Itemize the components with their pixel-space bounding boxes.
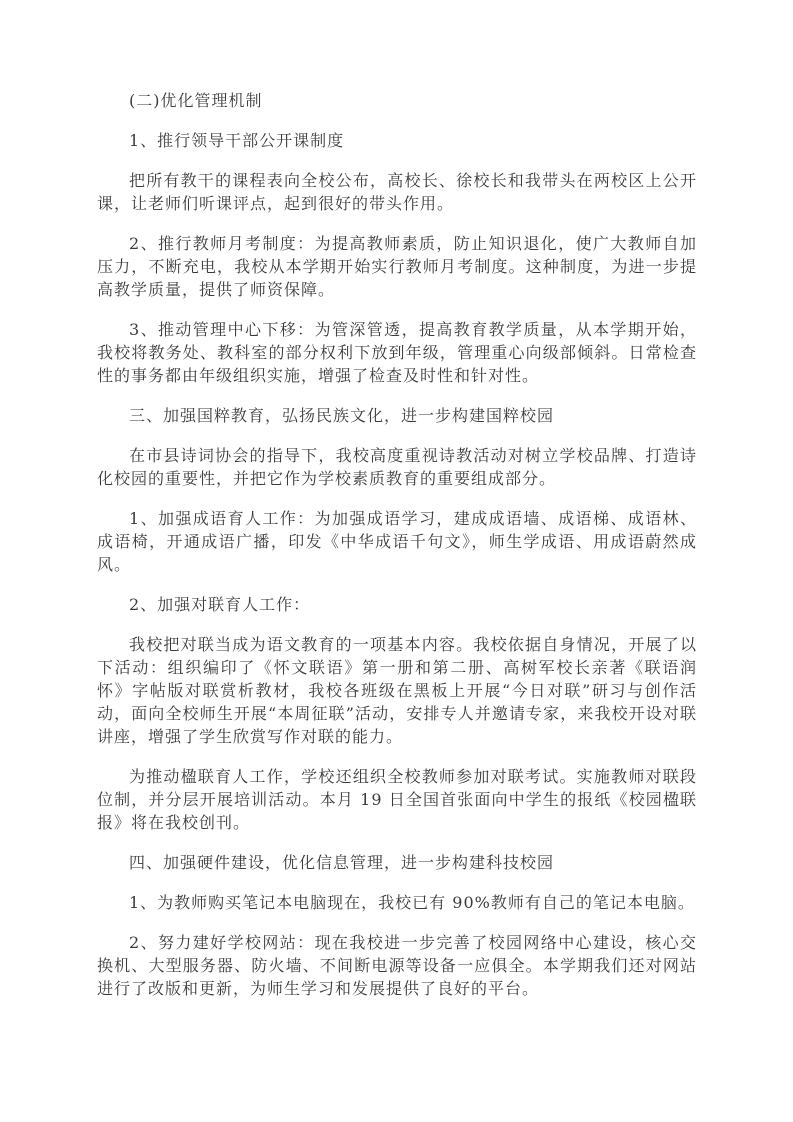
paragraph: 我校把对联当成为语文教育的一项基本内容。我校依据自身情况，开展了以下活动：组织编印了《怀文联语》第一册和第二册、高树军校长亲著《联语润怀》字帖版对联赏析教材，我校各班级在黑板上开展“今日对联”研习与创作活动，面向全校师生开展“本周征联”活动，安排专人并邀请专家，来我校开设对联讲座，增强了学生欣赏写作对联的能力。 [97, 635, 697, 746]
paragraph: 三、加强国粹教育，弘扬民族文化，进一步构建国粹校园 [129, 406, 555, 425]
paragraph: 1、加强成语育人工作：为加强成语学习，建成成语墙、成语梯、成语林、成语椅，开通成语广播，印发《中华成语千句文》，师生学成语、用成语蔚然成风。 [97, 509, 697, 574]
paragraph: 2、努力建好学校网站：现在我校进一步完善了校园网络中心建设，核心交换机、大型服务器、防火墙、不间断电源等设备一应俱全。本学期我们还对网站进行了改版和更新，为师生学习和发展提供了良好的平台。 [97, 933, 697, 998]
document-content [97, 89, 697, 1000]
paragraph: 四、加强硬件建设，优化信息管理，进一步构建科技校园 [129, 853, 555, 872]
paragraph: 在市县诗词协会的指导下，我校高度重视诗教活动对树立学校品牌、打造诗化校园的重要性，并把它作为学校素质教育的重要组成部分。 [97, 446, 697, 488]
paragraph: (二)优化管理机制 [129, 91, 263, 110]
paragraph: 把所有教干的课程表向全校公布，高校长、徐校长和我带头在两校区上公开课，让老师们听课评点，起到很好的带头作用。 [97, 171, 697, 213]
paragraph: 3、推动管理中心下移：为管深管透，提高教育教学质量，从本学期开始，我校将教务处、教科室的部分权利下放到年级，管理重心向级部倾斜。日常检查性的事务都由年级组织实施，增强了检查及时性和针对性。 [97, 320, 697, 385]
paragraph: 2、推行教师月考制度：为提高教师素质，防止知识退化，使广大教师自加压力，不断充电，我校从本学期开始实行教师月考制度。这种制度，为进一步提高教学质量，提供了师资保障。 [97, 234, 697, 299]
paragraph: 1、推行领导干部公开课制度 [129, 131, 345, 150]
paragraph: 为推动楹联育人工作，学校还组织全校教师参加对联考试。实施教师对联段位制，并分层开展培训活动。本月 19 日全国首张面向中学生的报纸《校园楹联报》将在我校创刊。 [97, 767, 697, 832]
paragraph: 2、加强对联育人工作： [129, 595, 311, 614]
paragraph: 1、为教师购买笔记本电脑现在，我校已有 90%教师有自己的笔记本电脑。 [129, 893, 695, 912]
